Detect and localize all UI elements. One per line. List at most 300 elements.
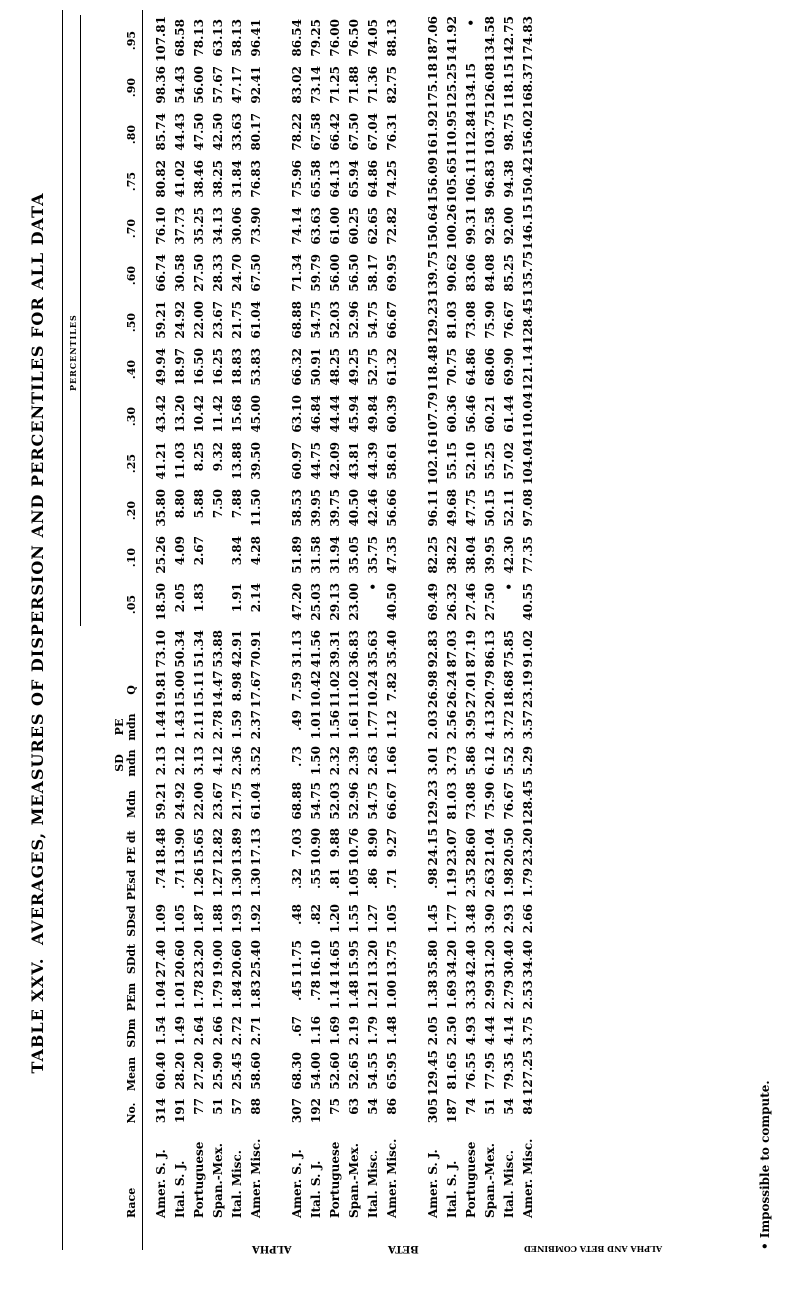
- cell-percentile: 62.65: [366, 207, 380, 245]
- cell-percentile: 105.65: [445, 157, 459, 203]
- cell-percentile: 25.26: [154, 536, 168, 574]
- cell-pe_mdn: 1.56: [328, 710, 342, 740]
- cell-mean: 52.65: [347, 1052, 361, 1090]
- cell-mean: 27.20: [192, 1052, 206, 1090]
- cell-q: 20.79: [483, 670, 497, 708]
- cell-pe_dt: 9.88: [328, 828, 342, 858]
- cell-percentile: 10.42: [192, 395, 206, 433]
- cell-percentile: 92.58: [483, 207, 497, 245]
- cell-sdsd: 1.88: [211, 904, 225, 934]
- cell-percentile: 7.88: [230, 489, 244, 519]
- table-row: [481, 10, 501, 1250]
- cell-percentile: 60.39: [385, 395, 399, 433]
- cell-sddt: 20.60: [230, 940, 244, 978]
- header-q: Q: [125, 685, 138, 695]
- cell-percentile: 8.25: [192, 442, 206, 472]
- cell-pe_dt: 18.48: [154, 828, 168, 866]
- cell-q: 10.24: [366, 670, 380, 708]
- cell-percentile: 99.31: [464, 207, 478, 245]
- cell-dp: 51.34: [192, 630, 206, 668]
- cell-sdsd: 1.55: [347, 904, 361, 934]
- table-row: [519, 10, 539, 1250]
- group-label-text: BETA: [388, 1243, 419, 1254]
- cell-percentile: 2.14: [249, 583, 263, 613]
- cell-sd_mdn: 3.52: [249, 746, 263, 776]
- cell-percentile: 24.70: [230, 254, 244, 292]
- cell-mean: 79.35: [502, 1052, 516, 1090]
- cell-pem: 1.78: [192, 980, 206, 1010]
- cell-pesd: 2.63: [483, 868, 497, 898]
- cell-q: 10.42: [309, 670, 323, 708]
- cell-pe_dt: 21.04: [483, 828, 497, 866]
- cell-pesd: .86: [366, 868, 380, 889]
- cell-sddt: 25.40: [249, 940, 263, 978]
- cell-percentile: 27.46: [464, 583, 478, 621]
- cell-sd_mdn: 4.12: [211, 746, 225, 776]
- cell-q: 11.02: [328, 670, 342, 708]
- cell-pe_mdn: 1.44: [154, 710, 168, 740]
- cell-pem: 1.14: [328, 980, 342, 1010]
- cell-sddt: 42.40: [464, 940, 478, 978]
- cell-dp: 42.91: [230, 630, 244, 668]
- cell-percentile: 92.41: [249, 66, 263, 104]
- race-name: Amer. Misc.: [385, 1138, 399, 1218]
- cell-pesd: .32: [290, 868, 304, 889]
- cell-percentile: 52.10: [464, 442, 478, 480]
- cell-pe_mdn: 4.13: [483, 710, 497, 740]
- cell-pesd: .71: [173, 868, 187, 889]
- table-row: [462, 10, 482, 1250]
- cell-dp: 92.83: [426, 630, 440, 668]
- cell-mean: 65.95: [385, 1052, 399, 1090]
- cell-percentile: 74.05: [366, 19, 380, 57]
- cell-pem: 2.53: [521, 980, 535, 1010]
- cell-dp: 87.03: [445, 630, 459, 668]
- cell-mean: 54.55: [366, 1052, 380, 1090]
- cell-sddt: 31.20: [483, 940, 497, 978]
- header-percentile: .70: [125, 218, 138, 239]
- cell-percentile: 56.50: [347, 254, 361, 292]
- header-percentile: .25: [125, 453, 138, 474]
- cell-no: 51: [483, 1098, 497, 1115]
- cell-sdm: 1.69: [328, 1016, 342, 1046]
- cell-mean: 127.25: [521, 1050, 535, 1096]
- cell-dp: 73.10: [154, 630, 168, 668]
- cell-pe_mdn: 1.43: [173, 710, 187, 740]
- cell-sdm: 2.66: [211, 1016, 225, 1046]
- header-sdm: SDm: [125, 1018, 138, 1048]
- cell-pe_dt: 13.89: [230, 828, 244, 866]
- cell-percentile: 139.75: [426, 251, 440, 297]
- cell-percentile: 18.83: [230, 348, 244, 386]
- cell-pe_dt: 12.82: [211, 828, 225, 866]
- cell-pesd: 1.30: [230, 868, 244, 898]
- cell-sddt: 15.95: [347, 940, 361, 978]
- cell-percentile: 54.75: [309, 301, 323, 339]
- cell-percentile: 57.02: [502, 442, 516, 480]
- cell-percentile: 64.86: [366, 160, 380, 198]
- cell-percentile: 161.92: [426, 110, 440, 156]
- cell-sdsd: 1.05: [173, 904, 187, 934]
- cell-sddt: 19.00: [211, 940, 225, 978]
- table-row: [307, 10, 327, 1250]
- header-race: Race: [125, 1187, 138, 1218]
- cell-sddt: 23.20: [192, 940, 206, 978]
- cell-percentile: 98.36: [154, 66, 168, 104]
- cell-percentile: 52.11: [502, 489, 516, 527]
- cell-mean: 54.00: [309, 1052, 323, 1090]
- cell-percentile: 63.63: [309, 207, 323, 245]
- cell-pem: 2.79: [502, 980, 516, 1010]
- cell-percentile: 61.00: [328, 207, 342, 245]
- cell-percentile: 146.15: [521, 204, 535, 250]
- group-label-text: ALPHA: [252, 1243, 292, 1254]
- cell-sdm: 1.48: [385, 1016, 399, 1046]
- cell-percentile: 80.17: [249, 113, 263, 151]
- cell-percentile: 49.25: [347, 348, 361, 386]
- cell-mean: 81.65: [445, 1052, 459, 1090]
- cell-percentile: 110.95: [445, 110, 459, 156]
- cell-percentile: 74.25: [385, 160, 399, 198]
- cell-percentile: 81.03: [445, 301, 459, 339]
- cell-percentile: 78.22: [290, 113, 304, 151]
- cell-percentile: 76.31: [385, 113, 399, 151]
- cell-percentile: 67.50: [347, 113, 361, 151]
- cell-dp: 91.02: [521, 630, 535, 668]
- cell-percentile: 2.67: [192, 536, 206, 566]
- cell-percentile: 47.35: [385, 536, 399, 574]
- cell-q: 17.67: [249, 670, 263, 708]
- cell-percentile: 168.37: [521, 63, 535, 109]
- cell-pe_dt: 10.90: [309, 828, 323, 866]
- cell-q: 19.81: [154, 670, 168, 708]
- cell-q: 27.01: [464, 670, 478, 708]
- cell-percentile: 65.94: [347, 160, 361, 198]
- cell-pe_dt: 23.07: [445, 828, 459, 866]
- cell-percentile: 39.95: [309, 489, 323, 527]
- cell-no: 88: [249, 1098, 263, 1115]
- cell-percentile: 67.04: [366, 113, 380, 151]
- cell-percentile: 71.36: [366, 66, 380, 104]
- cell-pem: 1.84: [230, 980, 244, 1010]
- cell-percentile: 30.58: [173, 254, 187, 292]
- cell-pem: 1.04: [154, 980, 168, 1010]
- cell-mean: 25.45: [230, 1052, 244, 1090]
- cell-sdsd: 3.90: [483, 904, 497, 934]
- cell-percentile: 150.42: [521, 157, 535, 203]
- cell-no: 314: [154, 1098, 168, 1124]
- cell-mean: 28.20: [173, 1052, 187, 1090]
- cell-no: 63: [347, 1098, 361, 1115]
- cell-percentile: 29.13: [328, 583, 342, 621]
- cell-sdm: 4.14: [502, 1016, 516, 1046]
- cell-percentile: 96.11: [426, 489, 440, 527]
- cell-percentile: •: [502, 583, 516, 591]
- cell-percentile: 40.50: [347, 489, 361, 527]
- cell-dp: 87.19: [464, 630, 478, 668]
- cell-percentile: 134.15: [464, 63, 478, 109]
- cell-mean: 77.95: [483, 1052, 497, 1090]
- race-name: Span.-Mex.: [347, 1143, 361, 1218]
- cell-percentile: 58.61: [385, 442, 399, 480]
- cell-sdm: .67: [290, 1016, 304, 1037]
- cell-pe_dt: 15.65: [192, 828, 206, 866]
- cell-pem: 1.01: [173, 980, 187, 1010]
- race-name: Amer. S. J.: [154, 1149, 168, 1218]
- cell-percentile: 79.25: [309, 19, 323, 57]
- cell-q: 15.00: [173, 670, 187, 708]
- cell-mdn: 54.75: [366, 782, 380, 820]
- cell-percentile: 58.13: [230, 19, 244, 57]
- cell-sd_mdn: 3.13: [192, 746, 206, 776]
- cell-percentile: 44.75: [309, 442, 323, 480]
- cell-percentile: 59.21: [154, 301, 168, 339]
- cell-percentile: 5.88: [192, 489, 206, 519]
- table-row: [500, 10, 520, 1250]
- cell-percentile: 22.00: [192, 301, 206, 339]
- cell-sdsd: 1.92: [249, 904, 263, 934]
- cell-percentile: 35.80: [154, 489, 168, 527]
- cell-pe_dt: 13.90: [173, 828, 187, 866]
- cell-pesd: 1.79: [521, 868, 535, 898]
- cell-mdn: 61.04: [249, 782, 263, 820]
- cell-percentile: 107.79: [426, 392, 440, 438]
- cell-percentile: 107.81: [154, 16, 168, 62]
- cell-percentile: 45.00: [249, 395, 263, 433]
- table-title: [28, 10, 47, 1250]
- cell-pe_dt: 23.20: [521, 828, 535, 866]
- cell-percentile: 66.32: [290, 348, 304, 386]
- cell-percentile: 24.92: [173, 301, 187, 339]
- cell-percentile: 35.05: [347, 536, 361, 574]
- cell-percentile: 9.32: [211, 442, 225, 472]
- cell-pesd: 1.30: [249, 868, 263, 898]
- cell-percentile: 46.84: [309, 395, 323, 433]
- table-caption: AVERAGES, MEASURES OF DISPERSION AND PERCENTILES FOR ALL DATA: [28, 192, 47, 945]
- cell-no: 86: [385, 1098, 399, 1115]
- cell-percentile: 80.82: [154, 160, 168, 198]
- cell-sdm: 1.54: [154, 1016, 168, 1046]
- cell-mdn: 23.67: [211, 782, 225, 820]
- cell-percentile: 150.64: [426, 204, 440, 250]
- cell-percentile: 16.25: [211, 348, 225, 386]
- cell-q: 7.59: [290, 672, 304, 702]
- cell-percentile: 97.08: [521, 489, 535, 527]
- cell-percentile: 42.50: [211, 113, 225, 151]
- cell-percentile: 83.06: [464, 254, 478, 292]
- cell-percentile: 65.58: [309, 160, 323, 198]
- cell-percentile: 43.42: [154, 395, 168, 433]
- cell-sddt: 13.75: [385, 940, 399, 978]
- cell-percentile: 11.50: [249, 489, 263, 527]
- cell-percentile: 42.46: [366, 489, 380, 527]
- cell-sd_mdn: 2.32: [328, 746, 342, 776]
- cell-percentile: 121.14: [521, 345, 535, 391]
- race-name: Ital. Misc.: [502, 1150, 516, 1218]
- cell-mdn: 76.67: [502, 782, 516, 820]
- cell-dp: 75.85: [502, 630, 516, 668]
- cell-percentile: 64.86: [464, 348, 478, 386]
- header-mean: Mean: [125, 1056, 138, 1092]
- cell-percentile: 134.58: [483, 16, 497, 62]
- top-rule: [62, 10, 63, 1250]
- header-pe_mdn: PE mdn: [113, 713, 138, 741]
- cell-percentile: 35.75: [366, 536, 380, 574]
- cell-percentile: 48.25: [328, 348, 342, 386]
- cell-mdn: 81.03: [445, 782, 459, 820]
- cell-sdsd: 1.27: [366, 904, 380, 934]
- header-percentile: .30: [125, 406, 138, 427]
- cell-percentile: 76.67: [502, 301, 516, 339]
- cell-sdm: 2.50: [445, 1016, 459, 1046]
- cell-no: 305: [426, 1098, 440, 1124]
- header-percentile: .20: [125, 500, 138, 521]
- race-name: Portuguese: [192, 1141, 206, 1218]
- cell-percentile: 50.91: [309, 348, 323, 386]
- cell-percentile: 38.22: [445, 536, 459, 574]
- cell-sd_mdn: 2.63: [366, 746, 380, 776]
- cell-no: 307: [290, 1098, 304, 1124]
- cell-q: 15.11: [192, 670, 206, 708]
- cell-sdm: 2.71: [249, 1016, 263, 1046]
- cell-percentile: 75.96: [290, 160, 304, 198]
- rotated-table: [20, 10, 800, 1254]
- cell-percentile: 44.44: [328, 395, 342, 433]
- race-name: Amer. S. J.: [426, 1149, 440, 1218]
- cell-pem: 1.38: [426, 980, 440, 1010]
- cell-percentile: 82.25: [426, 536, 440, 574]
- cell-pe_mdn: 1.01: [309, 710, 323, 740]
- cell-no: 187: [445, 1098, 459, 1124]
- cell-percentile: 11.03: [173, 442, 187, 480]
- cell-q: 7.82: [385, 672, 399, 702]
- table-row: [209, 10, 229, 1250]
- race-name: Portuguese: [328, 1141, 342, 1218]
- cell-pem: 1.79: [211, 980, 225, 1010]
- cell-percentile: 23.00: [347, 583, 361, 621]
- cell-percentile: 34.13: [211, 207, 225, 245]
- cell-percentile: 68.88: [290, 301, 304, 339]
- cell-sd_mdn: 6.12: [483, 746, 497, 776]
- cell-percentile: 74.14: [290, 207, 304, 245]
- cell-mdn: 59.21: [154, 782, 168, 820]
- race-name: Ital. S. J.: [173, 1160, 187, 1218]
- cell-pe_mdn: 1.59: [230, 710, 244, 740]
- cell-percentile: 61.44: [502, 395, 516, 433]
- cell-percentile: 37.73: [173, 207, 187, 245]
- cell-sd_mdn: .73: [290, 746, 304, 767]
- cell-percentile: 33.63: [230, 113, 244, 151]
- cell-percentile: 47.17: [230, 66, 244, 104]
- cell-percentile: 53.83: [249, 348, 263, 386]
- cell-dp: 35.63: [366, 630, 380, 668]
- header-percentile: .75: [125, 171, 138, 192]
- cell-percentile: 64.13: [328, 160, 342, 198]
- cell-pe_dt: 20.50: [502, 828, 516, 866]
- cell-pe_mdn: 1.61: [347, 710, 361, 740]
- cell-percentile: 76.10: [154, 207, 168, 245]
- cell-percentile: 69.90: [502, 348, 516, 386]
- cell-pe_mdn: 1.12: [385, 710, 399, 740]
- footnote: • Impossible to compute.: [758, 1080, 772, 1250]
- cell-mean: 52.60: [328, 1052, 342, 1090]
- cell-percentile: 52.96: [347, 301, 361, 339]
- cell-percentile: 40.55: [521, 583, 535, 621]
- cell-sdsd: 1.45: [426, 904, 440, 934]
- cell-percentile: 18.97: [173, 348, 187, 386]
- cell-percentile: 86.54: [290, 19, 304, 57]
- cell-percentile: 66.74: [154, 254, 168, 292]
- cell-percentile: 28.33: [211, 254, 225, 292]
- header-percentile: .90: [125, 77, 138, 98]
- cell-pe_dt: 28.60: [464, 828, 478, 866]
- cell-q: 18.68: [502, 670, 516, 708]
- cell-percentile: 39.95: [483, 536, 497, 574]
- cell-percentile: 100.26: [445, 204, 459, 250]
- cell-percentile: 85.74: [154, 113, 168, 151]
- cell-mdn: 52.03: [328, 782, 342, 820]
- cell-percentile: 84.08: [483, 254, 497, 292]
- cell-pem: 3.33: [464, 980, 478, 1010]
- cell-percentile: 47.50: [192, 113, 206, 151]
- cell-percentile: 54.43: [173, 66, 187, 104]
- cell-percentile: 96.83: [483, 160, 497, 198]
- cell-percentile: 15.68: [230, 395, 244, 433]
- cell-dp: 70.91: [249, 630, 263, 668]
- cell-pesd: .71: [385, 868, 399, 889]
- cell-percentile: 31.58: [309, 536, 323, 574]
- cell-percentile: 44.39: [366, 442, 380, 480]
- race-name: Ital. Misc.: [366, 1150, 380, 1218]
- cell-percentile: 56.00: [328, 254, 342, 292]
- cell-percentile: 38.25: [211, 160, 225, 198]
- cell-percentile: 98.75: [502, 113, 516, 151]
- cell-percentile: 45.94: [347, 395, 361, 433]
- cell-percentile: 42.30: [502, 536, 516, 574]
- table-number: TABLE XXV.: [28, 957, 47, 1074]
- cell-no: 54: [366, 1098, 380, 1115]
- cell-percentile: 156.02: [521, 110, 535, 156]
- cell-no: 191: [173, 1098, 187, 1124]
- cell-q: 11.02: [347, 670, 361, 708]
- table-row: [247, 10, 267, 1250]
- header-no: No.: [125, 1102, 138, 1124]
- cell-sd_mdn: 2.13: [154, 746, 168, 776]
- cell-percentile: 63.10: [290, 395, 304, 433]
- cell-pesd: 1.27: [211, 868, 225, 898]
- cell-pesd: .81: [328, 868, 342, 889]
- table-row: [152, 10, 172, 1250]
- cell-sddt: 20.60: [173, 940, 187, 978]
- cell-percentile: 1.91: [230, 583, 244, 613]
- header-rule: [142, 10, 143, 1250]
- cell-sdsd: .48: [290, 904, 304, 925]
- cell-percentile: 58.17: [366, 254, 380, 292]
- cell-pe_mdn: 3.57: [521, 710, 535, 740]
- cell-percentile: 27.50: [192, 254, 206, 292]
- cell-sdsd: 1.87: [192, 904, 206, 934]
- cell-sdsd: 1.77: [445, 904, 459, 934]
- cell-sddt: 13.20: [366, 940, 380, 978]
- table-row: [345, 10, 365, 1250]
- race-name: Span.-Mex.: [483, 1143, 497, 1218]
- cell-percentile: 141.92: [445, 16, 459, 62]
- cell-percentile: 49.84: [366, 395, 380, 433]
- cell-sddt: 14.65: [328, 940, 342, 978]
- cell-sdm: 1.49: [173, 1016, 187, 1046]
- cell-percentile: 27.50: [483, 583, 497, 621]
- cell-percentile: 35.25: [192, 207, 206, 245]
